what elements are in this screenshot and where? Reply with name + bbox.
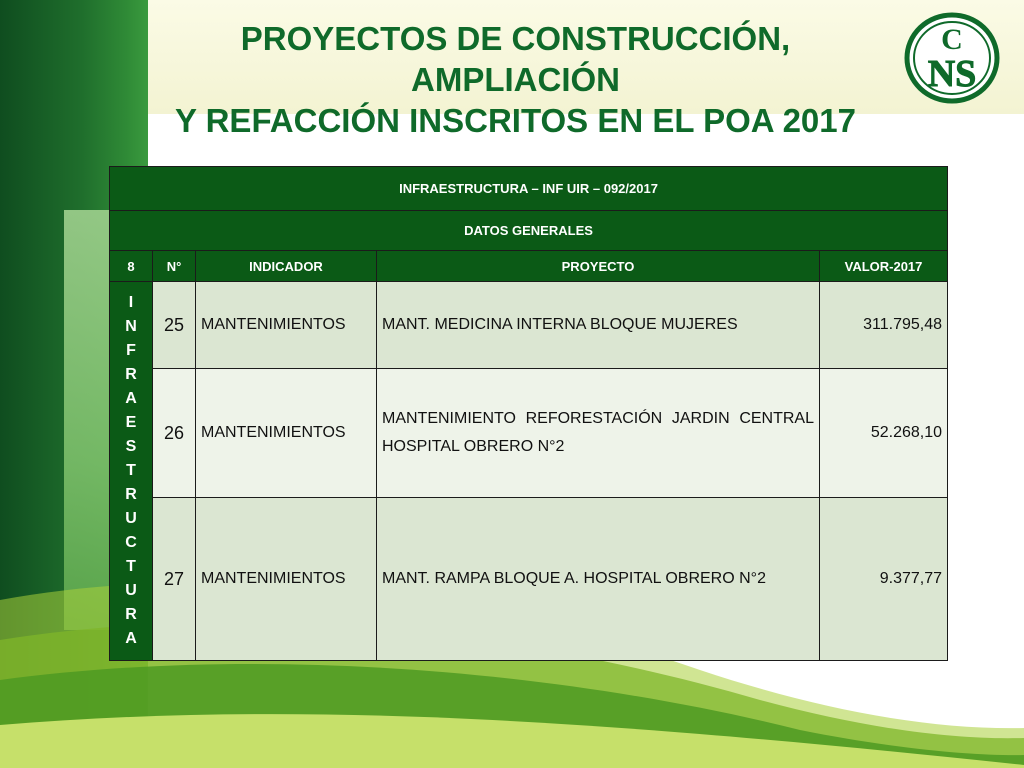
row-valor: 311.795,48 [820,282,948,369]
column-header-group: 8 [110,251,153,282]
column-header-number: N° [153,251,196,282]
column-header-valor: VALOR-2017 [820,251,948,282]
title-line-1: PROYECTOS DE CONSTRUCCIÓN, AMPLIACIÓN [240,20,791,98]
page-title [148,18,883,141]
row-number: 26 [153,369,196,498]
row-indicador: MANTENIMIENTOS [196,498,377,661]
column-header-indicador: INDICADOR [196,251,377,282]
table-row [110,282,948,369]
row-proyecto: MANT. MEDICINA INTERNA BLOQUE MUJERES [377,282,820,369]
row-proyecto: MANT. RAMPA BLOQUE A. HOSPITAL OBRERO N°2 [377,498,820,661]
title-line-2: Y REFACCIÓN INSCRITOS EN EL POA 2017 [175,102,856,139]
table-row [110,369,948,498]
row-indicador: MANTENIMIENTOS [196,369,377,498]
row-valor: 52.268,10 [820,369,948,498]
projects-table [109,166,948,661]
logo-letter-c: C [941,23,963,56]
table-row [110,498,948,661]
row-number: 25 [153,282,196,369]
table-header-infraestructura: INFRAESTRUCTURA – INF UIR – 092/2017 [110,167,948,211]
cns-logo [904,12,1000,104]
logo-letters-ns: NS [927,53,977,95]
row-proyecto: MANTENIMIENTO REFORESTACIÓN JARDIN CENTRAL HOSPITAL OBRERO N°2 [377,369,820,498]
row-indicador: MANTENIMIENTOS [196,282,377,369]
side-label-infraestructura: I N F R A E S T R U C T U R A [110,282,153,661]
row-valor: 9.377,77 [820,498,948,661]
table-header-datos-generales: DATOS GENERALES [110,211,948,251]
row-number: 27 [153,498,196,661]
column-header-proyecto: PROYECTO [377,251,820,282]
